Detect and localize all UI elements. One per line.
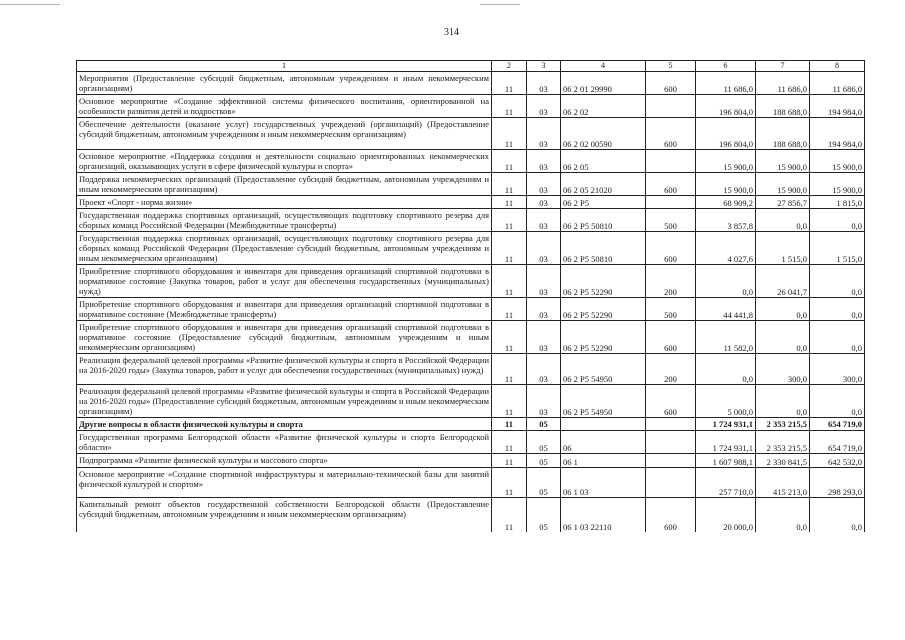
table-row — [77, 354, 865, 385]
section-code: 11 — [492, 150, 527, 173]
subsection-code: 03 — [527, 150, 561, 173]
amount-year-1: 11 582,0 — [696, 321, 756, 354]
amount-year-2: 11 686,0 — [756, 72, 810, 95]
table-row — [77, 95, 865, 118]
amount-year-2: 300,0 — [756, 354, 810, 385]
section-code: 11 — [492, 72, 527, 95]
table-row — [77, 385, 865, 418]
row-description: Приобретение спортивного оборудования и инвентаря для приведения организаций спортивной подготовки в нормативное состояние (Межбюджетные трансферты) — [77, 298, 492, 321]
amount-year-1: 196 804,0 — [696, 118, 756, 150]
target-article-code: 06 2 P5 52290 — [561, 265, 646, 298]
target-article-code: 06 1 03 — [561, 468, 646, 498]
expense-type-code: 600 — [646, 232, 696, 265]
amount-year-1: 257 710,0 — [696, 468, 756, 498]
amount-year-2: 1 515,0 — [756, 232, 810, 265]
amount-year-2: 0,0 — [756, 298, 810, 321]
row-description: Реализация федеральной целевой программы «Развитие физической культуры и спорта в Российской Федерации на 2016-2020 годы» (Предоставление субсидий бюджетным, автономным учреждениям и иным некоммерческим организациям) — [77, 385, 492, 418]
amount-year-2: 15 900,0 — [756, 150, 810, 173]
column-header: 5 — [646, 61, 696, 72]
subsection-code: 05 — [527, 468, 561, 498]
target-article-code: 06 2 01 29990 — [561, 72, 646, 95]
subsection-code: 03 — [527, 232, 561, 265]
expense-type-code: 600 — [646, 321, 696, 354]
row-description: Государственная поддержка спортивных организаций, осуществляющих подготовку спортивного резерва для сборных команд Российской Федерации (Предоставление субсидий бюджетным, автономным учреждениям и иным некоммерческим организациям) — [77, 232, 492, 265]
amount-year-2: 0,0 — [756, 209, 810, 232]
target-article-code: 06 2 P5 — [561, 196, 646, 209]
table-row — [77, 468, 865, 498]
row-description: Поддержка некоммерческих организаций (Предоставление субсидий бюджетным, автономным учреждениям и иным некоммерческим организациям) — [77, 173, 492, 196]
amount-year-1: 0,0 — [696, 265, 756, 298]
amount-year-1: 44 441,8 — [696, 298, 756, 321]
expense-type-code: 200 — [646, 265, 696, 298]
target-article-code — [561, 418, 646, 431]
budget-table-container — [76, 60, 864, 532]
subsection-code: 05 — [527, 418, 561, 431]
expense-type-code — [646, 150, 696, 173]
target-article-code: 06 2 P5 54950 — [561, 385, 646, 418]
amount-year-3: 0,0 — [810, 498, 865, 532]
subsection-code: 03 — [527, 209, 561, 232]
target-article-code: 06 2 P5 54950 — [561, 354, 646, 385]
section-code: 11 — [492, 95, 527, 118]
expense-type-code: 600 — [646, 498, 696, 532]
row-description: Приобретение спортивного оборудования и инвентаря для приведения организаций спортивной подготовки в нормативное состояние (Закупка товаров, работ и услуг для обеспечения государственных (муниципальных) нужд) — [77, 265, 492, 298]
table-header-row — [77, 61, 865, 72]
section-code: 11 — [492, 209, 527, 232]
table-body — [77, 72, 865, 532]
table-row — [77, 418, 865, 431]
amount-year-2: 415 213,0 — [756, 468, 810, 498]
row-description: Приобретение спортивного оборудования и инвентаря для приведения организаций спортивной подготовки в нормативное состояние (Предоставление субсидий бюджетным, автономным учреждениям и иным некоммерческим организациям) — [77, 321, 492, 354]
scan-edge-line-right — [480, 4, 520, 5]
expense-type-code: 200 — [646, 354, 696, 385]
section-code: 11 — [492, 321, 527, 354]
column-header: 6 — [696, 61, 756, 72]
subsection-code: 03 — [527, 118, 561, 150]
amount-year-1: 0,0 — [696, 354, 756, 385]
subsection-code: 03 — [527, 354, 561, 385]
table-row — [77, 321, 865, 354]
amount-year-3: 1 815,0 — [810, 196, 865, 209]
subsection-code: 05 — [527, 454, 561, 468]
amount-year-3: 298 293,0 — [810, 468, 865, 498]
column-header: 1 — [77, 61, 492, 72]
row-description: Капитальный ремонт объектов государственной собственности Белгородской области (Предоставление субсидий бюджетным, автономным учреждениям и иным некоммерческим организациям) — [77, 498, 492, 532]
section-code: 11 — [492, 173, 527, 196]
column-header: 7 — [756, 61, 810, 72]
amount-year-2: 15 900,0 — [756, 173, 810, 196]
target-article-code: 06 2 P5 52290 — [561, 321, 646, 354]
expense-type-code: 500 — [646, 209, 696, 232]
amount-year-3: 642 532,0 — [810, 454, 865, 468]
amount-year-2: 188 688,0 — [756, 95, 810, 118]
table-row — [77, 209, 865, 232]
subsection-code: 03 — [527, 173, 561, 196]
target-article-code: 06 2 02 — [561, 95, 646, 118]
amount-year-1: 68 909,2 — [696, 196, 756, 209]
subsection-code: 03 — [527, 196, 561, 209]
amount-year-3: 0,0 — [810, 321, 865, 354]
target-article-code: 06 2 05 21020 — [561, 173, 646, 196]
section-code: 11 — [492, 431, 527, 454]
subsection-code: 03 — [527, 385, 561, 418]
amount-year-2: 0,0 — [756, 498, 810, 532]
expense-type-code: 500 — [646, 298, 696, 321]
target-article-code: 06 1 03 22110 — [561, 498, 646, 532]
table-row — [77, 431, 865, 454]
page-number: 314 — [444, 27, 459, 38]
section-code: 11 — [492, 354, 527, 385]
table-row — [77, 298, 865, 321]
section-code: 11 — [492, 298, 527, 321]
expense-type-code — [646, 468, 696, 498]
target-article-code: 06 — [561, 431, 646, 454]
amount-year-1: 196 804,0 — [696, 95, 756, 118]
section-code: 11 — [492, 385, 527, 418]
amount-year-2: 0,0 — [756, 385, 810, 418]
table-row — [77, 173, 865, 196]
amount-year-1: 15 900,0 — [696, 150, 756, 173]
target-article-code: 06 2 P5 50810 — [561, 209, 646, 232]
amount-year-2: 2 330 841,5 — [756, 454, 810, 468]
section-code: 11 — [492, 118, 527, 150]
target-article-code: 06 2 05 — [561, 150, 646, 173]
amount-year-2: 2 353 215,5 — [756, 431, 810, 454]
budget-table — [76, 60, 865, 532]
subsection-code: 03 — [527, 298, 561, 321]
section-code: 11 — [492, 196, 527, 209]
row-description: Обеспечение деятельности (оказание услуг) государственных учреждений (организаций) (Предоставление субсидий бюджетным, автономным учреждениям и иным некоммерческим организациям) — [77, 118, 492, 150]
amount-year-2: 188 688,0 — [756, 118, 810, 150]
expense-type-code: 600 — [646, 173, 696, 196]
column-header: 4 — [561, 61, 646, 72]
row-description: Основное мероприятие «Поддержка создания и деятельности социально ориентированных некоммерческих организаций, оказывающих услуги в сфере физической культуры и спорта» — [77, 150, 492, 173]
section-code: 11 — [492, 498, 527, 532]
column-header: 8 — [810, 61, 865, 72]
amount-year-1: 1 724 931,1 — [696, 418, 756, 431]
scan-edge-line-left — [0, 4, 60, 5]
row-description: Основное мероприятие «Создание спортивной инфраструктуры и материально-технической базы для занятий физической культурой и спортом» — [77, 468, 492, 498]
expense-type-code: 600 — [646, 72, 696, 95]
section-code: 11 — [492, 418, 527, 431]
row-description: Проект «Спорт - норма жизни» — [77, 196, 492, 209]
amount-year-3: 0,0 — [810, 209, 865, 232]
amount-year-3: 194 984,0 — [810, 118, 865, 150]
amount-year-1: 20 000,0 — [696, 498, 756, 532]
row-description: Мероприятия (Предоставление субсидий бюджетным, автономным учреждениям и иным некоммерческим организациям) — [77, 72, 492, 95]
amount-year-2: 2 353 215,5 — [756, 418, 810, 431]
subsection-code: 03 — [527, 265, 561, 298]
table-row — [77, 118, 865, 150]
section-code: 11 — [492, 468, 527, 498]
amount-year-3: 194 984,0 — [810, 95, 865, 118]
amount-year-2: 0,0 — [756, 321, 810, 354]
target-article-code: 06 2 P5 52290 — [561, 298, 646, 321]
amount-year-1: 11 686,0 — [696, 72, 756, 95]
amount-year-2: 26 041,7 — [756, 265, 810, 298]
subsection-code: 03 — [527, 72, 561, 95]
amount-year-1: 5 000,0 — [696, 385, 756, 418]
amount-year-1: 15 900,0 — [696, 173, 756, 196]
amount-year-3: 1 515,0 — [810, 232, 865, 265]
amount-year-3: 300,0 — [810, 354, 865, 385]
subsection-code: 05 — [527, 431, 561, 454]
amount-year-1: 4 027,6 — [696, 232, 756, 265]
expense-type-code: 600 — [646, 118, 696, 150]
expense-type-code — [646, 454, 696, 468]
amount-year-3: 15 900,0 — [810, 173, 865, 196]
target-article-code: 06 2 02 00590 — [561, 118, 646, 150]
table-row — [77, 232, 865, 265]
table-row — [77, 150, 865, 173]
amount-year-3: 654 719,0 — [810, 418, 865, 431]
table-row — [77, 196, 865, 209]
amount-year-1: 3 857,8 — [696, 209, 756, 232]
row-description: Подпрограмма «Развитие физической культуры и массового спорта» — [77, 454, 492, 468]
column-header: 3 — [527, 61, 561, 72]
subsection-code: 03 — [527, 321, 561, 354]
row-description: Другие вопросы в области физической культуры и спорта — [77, 418, 492, 431]
amount-year-1: 1 607 988,1 — [696, 454, 756, 468]
amount-year-2: 27 856,7 — [756, 196, 810, 209]
target-article-code: 06 2 P5 50810 — [561, 232, 646, 265]
row-description: Государственная поддержка спортивных организаций, осуществляющих подготовку спортивного резерва для сборных команд Российской Федерации (Межбюджетные трансферты) — [77, 209, 492, 232]
row-description: Реализация федеральной целевой программы «Развитие физической культуры и спорта в Российской Федерации на 2016-2020 годы» (Закупка товаров, работ и услуг для обеспечения государственных (муниципальных) нужд) — [77, 354, 492, 385]
amount-year-3: 0,0 — [810, 265, 865, 298]
table-row — [77, 72, 865, 95]
column-header: 2 — [492, 61, 527, 72]
expense-type-code — [646, 95, 696, 118]
subsection-code: 05 — [527, 498, 561, 532]
expense-type-code — [646, 431, 696, 454]
amount-year-3: 15 900,0 — [810, 150, 865, 173]
table-row — [77, 265, 865, 298]
expense-type-code — [646, 196, 696, 209]
amount-year-1: 1 724 931,1 — [696, 431, 756, 454]
table-row — [77, 498, 865, 532]
section-code: 11 — [492, 232, 527, 265]
expense-type-code: 600 — [646, 385, 696, 418]
subsection-code: 03 — [527, 95, 561, 118]
row-description: Основное мероприятие «Создание эффективной системы физического воспитания, ориентированной на особенности развития детей и подростков» — [77, 95, 492, 118]
section-code: 11 — [492, 265, 527, 298]
table-row — [77, 454, 865, 468]
amount-year-3: 0,0 — [810, 385, 865, 418]
amount-year-3: 0,0 — [810, 298, 865, 321]
section-code: 11 — [492, 454, 527, 468]
row-description: Государственная программа Белгородской области «Развитие физической культуры и спорта Белгородской области» — [77, 431, 492, 454]
amount-year-3: 11 686,0 — [810, 72, 865, 95]
expense-type-code — [646, 418, 696, 431]
target-article-code: 06 1 — [561, 454, 646, 468]
amount-year-3: 654 719,0 — [810, 431, 865, 454]
